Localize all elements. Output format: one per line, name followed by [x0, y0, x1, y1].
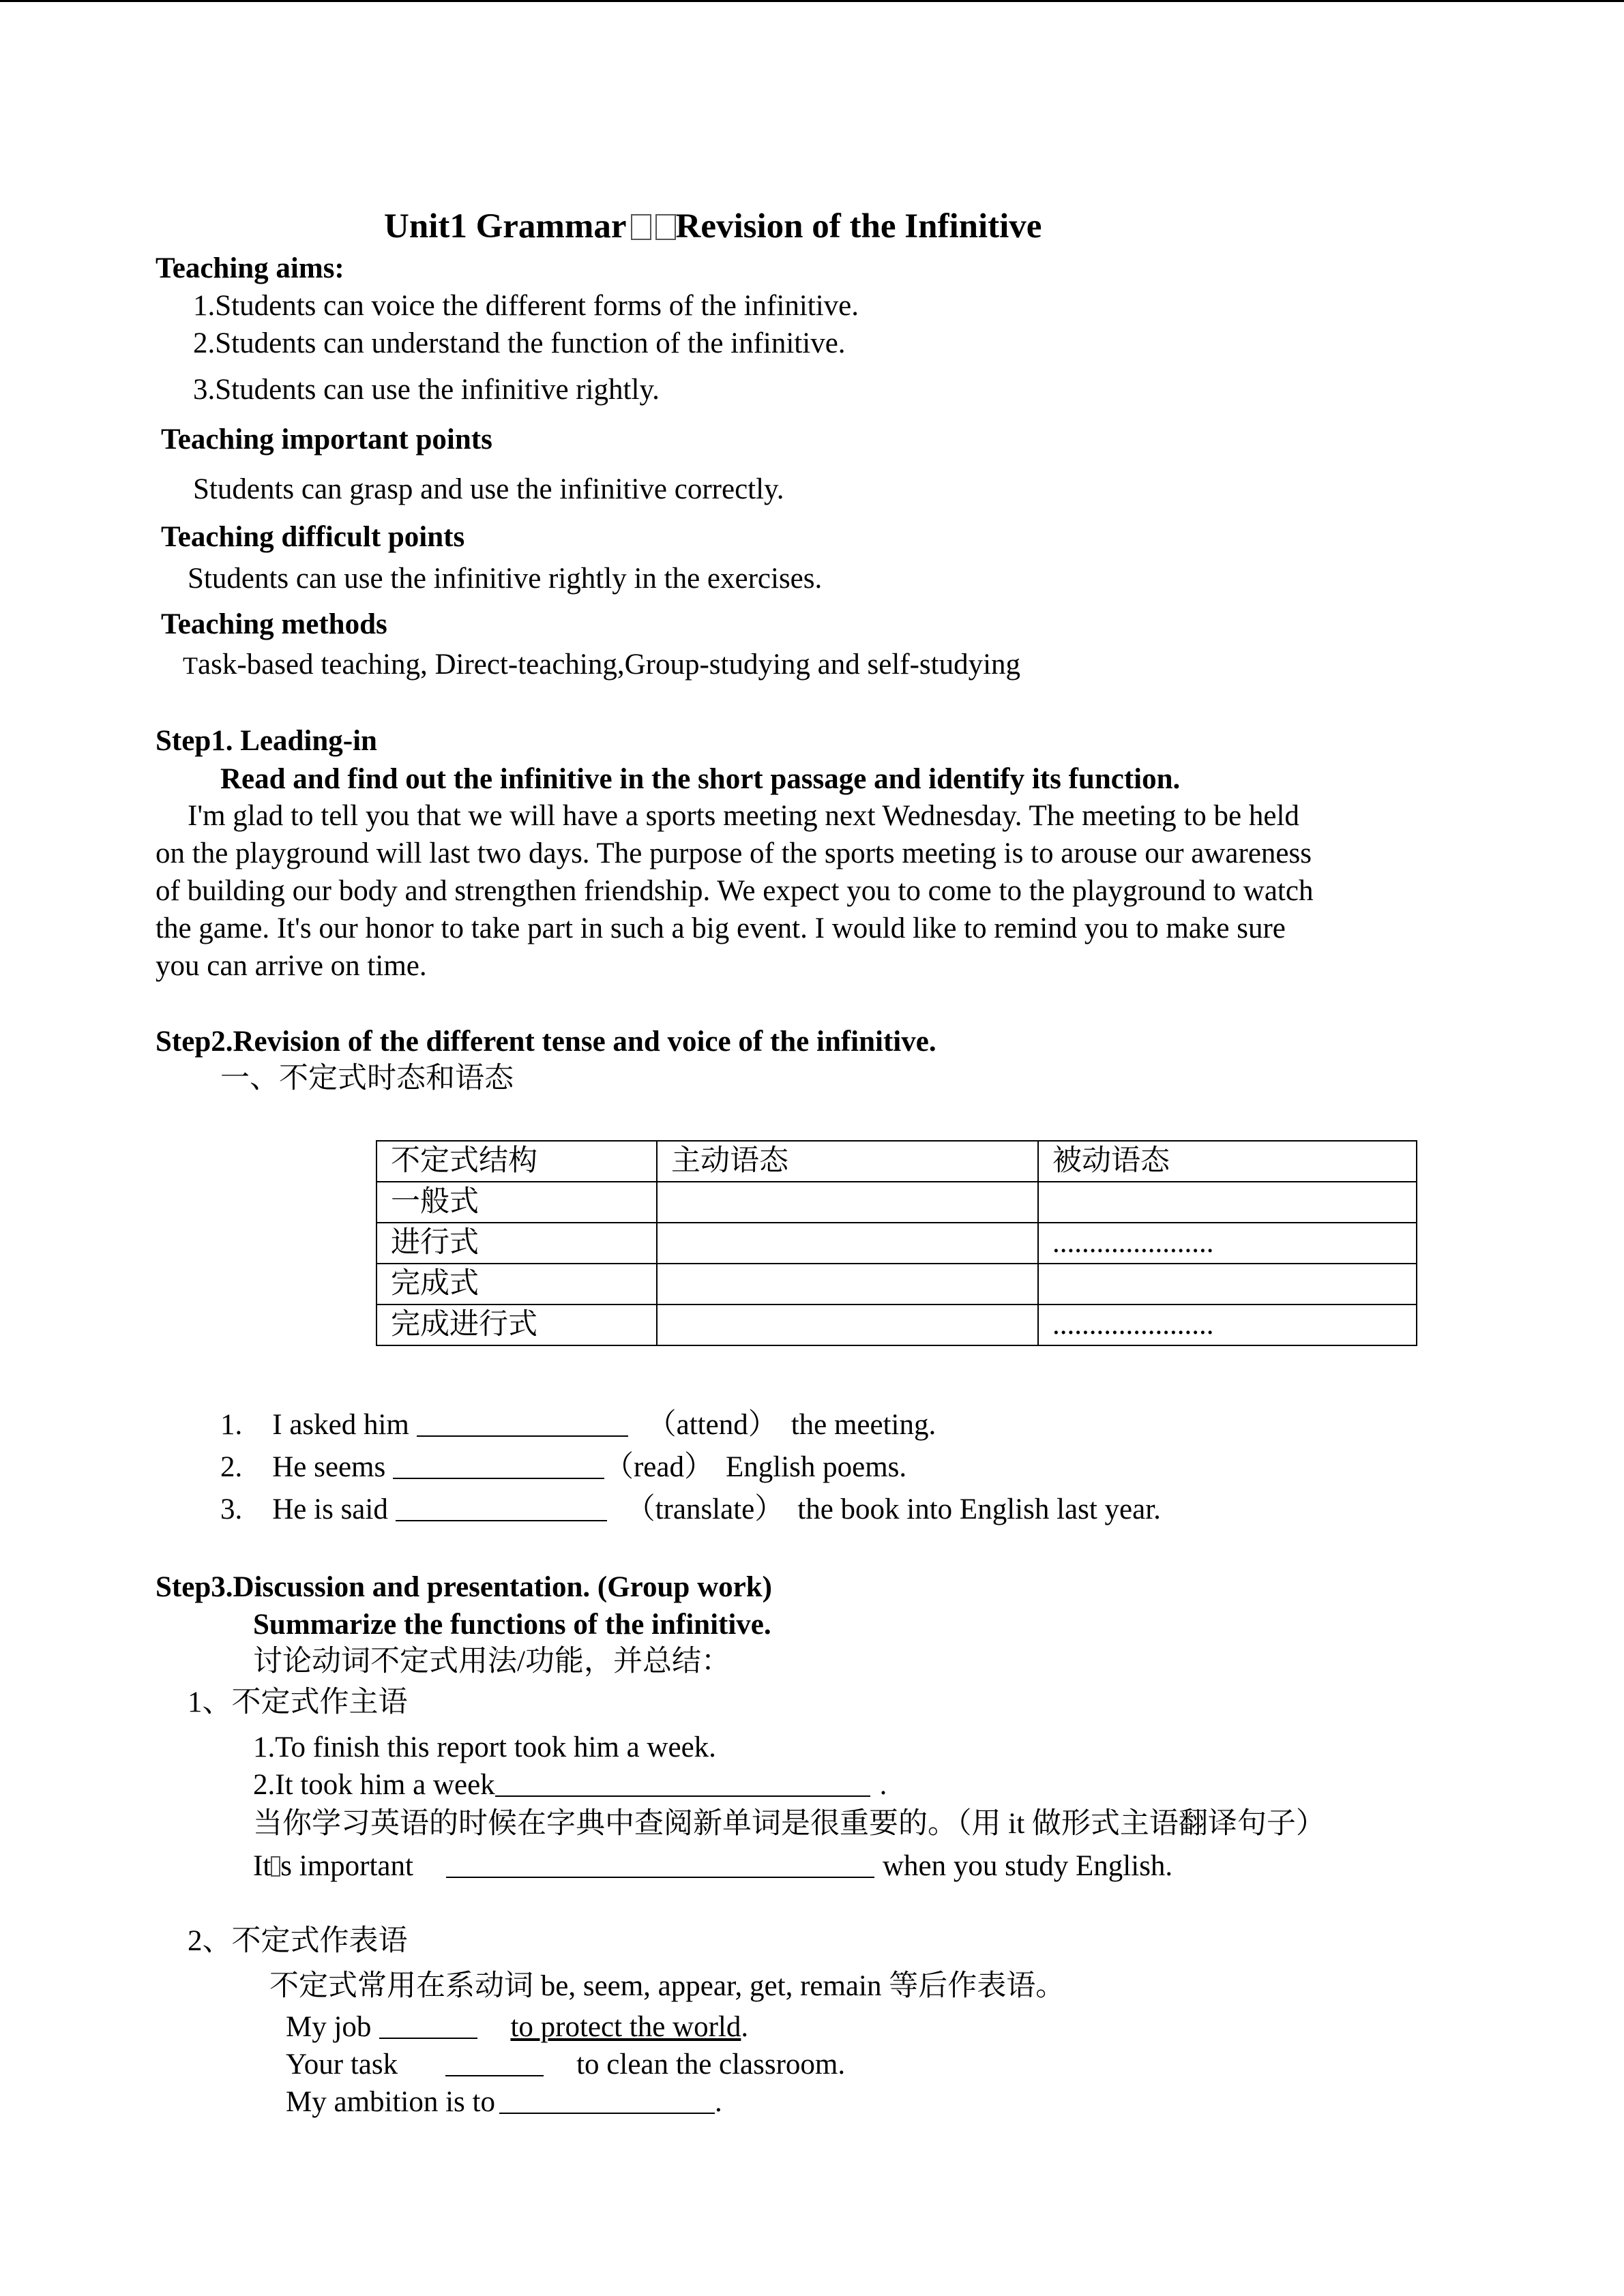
passage-line: I'm glad to tell you that we will have a sports meeting next Wednesday. The meeting to be held — [188, 800, 1299, 832]
section2-note: 不定式常用在系动词 be, seem, appear, get, remain 等后作表语。 — [269, 1970, 1065, 2002]
answer-blank[interactable] — [417, 1410, 628, 1437]
exercise-before: He is said — [272, 1493, 388, 1525]
document-title — [384, 206, 1042, 248]
difficult-heading: Teaching difficult points — [161, 521, 465, 553]
answer-blank[interactable] — [446, 1851, 874, 1878]
section1-example-2 — [253, 1768, 887, 1803]
title-part-2: Revision of the Infinitive — [675, 207, 1042, 245]
aim-item-2: 2.Students can understand the function of the infinitive. — [193, 327, 846, 359]
exercise-hint: （attend） — [647, 1409, 778, 1441]
title-part-1: Unit1 Grammar — [384, 207, 627, 245]
step3-discuss: 讨论动词不定式用法/功能，并总结： — [253, 1645, 730, 1678]
it-suffix: when you study English. — [882, 1850, 1173, 1882]
passage-line: the game. It's our honor to take part in such a big event. I would like to remind you to make sure — [156, 912, 1286, 944]
exercise-after: English poems. — [725, 1451, 907, 1483]
it-sentence — [253, 1849, 1172, 1884]
step1-instruction: Read and find out the infinitive in the short passage and identify its function. — [220, 763, 1181, 795]
line1-suffix: . — [741, 2011, 749, 2043]
exercise-item — [220, 1407, 936, 1443]
section1-example-1: 1.To finish this report took him a week. — [253, 1731, 716, 1763]
line2-suffix: to clean the classroom. — [576, 2048, 846, 2081]
table-row — [377, 1182, 1417, 1223]
line1-prefix: My job — [286, 2011, 372, 2043]
table-cell: 一般式 — [377, 1182, 657, 1223]
infinitive-forms-table — [376, 1140, 1417, 1346]
predicative-line-2 — [286, 2047, 845, 2083]
it-mid: s important — [280, 1850, 413, 1882]
answer-blank[interactable] — [445, 2049, 544, 2076]
table-cell — [1038, 1264, 1417, 1304]
line1-underlined: to protect the world — [510, 2011, 741, 2043]
table-cell — [657, 1264, 1038, 1304]
table-cell — [657, 1304, 1038, 1345]
table-cell: ...................... — [1038, 1223, 1417, 1264]
methods-text — [183, 647, 1020, 683]
predicative-line-3 — [286, 2085, 722, 2120]
table-cell — [657, 1182, 1038, 1223]
methods-first-letter: T — [183, 652, 198, 679]
table-cell — [1038, 1182, 1417, 1223]
answer-blank[interactable] — [495, 1770, 870, 1797]
exercise-hint: （translate） — [625, 1493, 784, 1525]
exercise-after: the meeting. — [791, 1409, 936, 1441]
methods-heading: Teaching methods — [161, 608, 387, 640]
table-row — [377, 1304, 1417, 1345]
aims-heading: Teaching aims: — [156, 252, 344, 284]
table-cell: 完成进行式 — [377, 1304, 657, 1345]
exercise-after: the book into English last year. — [797, 1493, 1161, 1525]
answer-blank[interactable] — [379, 2012, 477, 2039]
table-header-cell: 被动语态 — [1038, 1141, 1417, 1182]
it-prefix: It — [253, 1850, 271, 1882]
table-row — [377, 1264, 1417, 1304]
exercise-before: He seems — [272, 1451, 386, 1483]
exercise-number: 3. — [220, 1493, 243, 1525]
missing-glyph-box-icon — [631, 214, 651, 240]
step3-summary: Summarize the functions of the infinitive. — [253, 1609, 771, 1641]
predicative-line-1 — [286, 2010, 748, 2045]
table-header-cell: 主动语态 — [657, 1141, 1038, 1182]
line3-suffix: . — [714, 2086, 722, 2118]
table-cell: 进行式 — [377, 1223, 657, 1264]
example-2-prefix: 2.It took him a week — [253, 1769, 495, 1801]
example-2-suffix: . — [879, 1769, 887, 1801]
step3-heading: Step3.Discussion and presentation. (Group work) — [156, 1571, 772, 1603]
step2-subheading: 一、不定式时态和语态 — [220, 1062, 514, 1094]
exercise-item — [220, 1492, 1161, 1527]
answer-blank[interactable] — [393, 1452, 604, 1479]
answer-blank[interactable] — [396, 1494, 607, 1521]
answer-blank[interactable] — [499, 2087, 715, 2114]
table-header-row — [377, 1141, 1417, 1182]
passage-line: of building our body and strengthen friendship. We expect you to come to the playground to watch — [156, 875, 1314, 907]
missing-glyph-box-icon — [655, 214, 676, 240]
table-cell: ...................... — [1038, 1304, 1417, 1345]
translate-instruction: 当你学习英语的时候在字典中查阅新单词是很重要的。（用 it 做形式主语翻译句子） — [253, 1808, 1325, 1840]
missing-glyph-box-icon — [271, 1856, 280, 1877]
line3-prefix: My ambition is to — [286, 2086, 495, 2118]
exercise-number: 1. — [220, 1409, 243, 1441]
aim-item-3: 3.Students can use the infinitive rightly. — [193, 374, 660, 406]
table-header-cell: 不定式结构 — [377, 1141, 657, 1182]
table-cell: 完成式 — [377, 1264, 657, 1304]
table-row — [377, 1223, 1417, 1264]
section1-heading: 1、不定式作主语 — [188, 1686, 408, 1718]
section2-heading: 2、不定式作表语 — [188, 1925, 408, 1957]
exercise-number: 2. — [220, 1451, 243, 1483]
important-text: Students can grasp and use the infinitive correctly. — [193, 473, 784, 505]
step1-heading: Step1. Leading-in — [156, 725, 377, 757]
step2-heading: Step2.Revision of the different tense and voice of the infinitive. — [156, 1026, 936, 1058]
line2-prefix: Your task — [286, 2048, 398, 2081]
exercise-item — [220, 1450, 906, 1485]
difficult-text: Students can use the infinitive rightly in the exercises. — [188, 563, 823, 595]
table-cell — [657, 1223, 1038, 1264]
methods-rest: ask-based teaching, Direct-teaching,Group-studying and self-studying — [198, 648, 1021, 681]
page-top-border — [0, 0, 1624, 2]
important-heading: Teaching important points — [161, 423, 492, 456]
passage-line: on the playground will last two days. The purpose of the sports meeting is to arouse our awareness — [156, 837, 1312, 869]
exercise-hint: （read） — [604, 1451, 713, 1483]
exercise-before: I asked him — [272, 1409, 409, 1441]
passage-line: you can arrive on time. — [156, 950, 427, 982]
aim-item-1: 1.Students can voice the different forms of the infinitive. — [193, 290, 859, 322]
